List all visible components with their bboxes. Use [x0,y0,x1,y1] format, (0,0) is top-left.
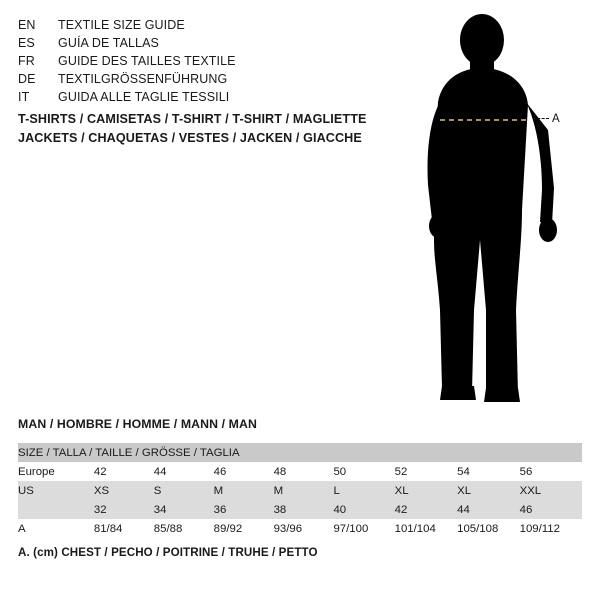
language-code: IT [18,90,30,104]
cell: S [154,481,214,500]
measure-label-a: A [552,113,561,125]
language-row [18,70,358,88]
cell: 105/108 [457,519,519,538]
footnote: A. (cm) CHEST / PECHO / POITRINE / TRUHE / PETTO [18,546,318,559]
cell: 36 [214,500,274,519]
language-row [18,88,358,106]
cell: 46 [214,462,274,481]
cell: 34 [154,500,214,519]
language-list [18,16,358,106]
cell: 54 [457,462,519,481]
language-row [18,52,358,70]
language-code: ES [18,36,35,50]
cell: XXL [520,481,582,500]
language-row [18,34,358,52]
language-title: GUIDA ALLE TAGLIE TESSILI [58,90,230,104]
category-tshirts: T-SHIRTS / CAMISETAS / T-SHIRT / T-SHIRT / MAGLIETTE [18,112,367,126]
table-row [18,462,582,481]
cell: M [214,481,274,500]
cell: 101/104 [395,519,457,538]
language-code: EN [18,18,36,32]
category-jackets: JACKETS / CHAQUETAS / VESTES / JACKEN / GIACCHE [18,131,362,145]
cell: 81/84 [94,519,154,538]
cell: 44 [154,462,214,481]
cell: 32 [94,500,154,519]
cell: 93/96 [274,519,334,538]
cell: 97/100 [333,519,394,538]
row-label: US [18,481,94,500]
size-table [18,443,582,538]
cell: L [333,481,394,500]
cell: 42 [395,500,457,519]
language-title: GUIDE DES TAILLES TEXTILE [58,54,236,68]
row-label [18,500,94,519]
cell: 89/92 [214,519,274,538]
language-row [18,16,358,34]
row-label: A [18,519,94,538]
cell: XL [457,481,519,500]
cell: 42 [94,462,154,481]
cell: 85/88 [154,519,214,538]
table-row [18,500,582,519]
cell: XL [395,481,457,500]
table-header-row [18,443,582,462]
cell: 38 [274,500,334,519]
cell: 56 [520,462,582,481]
silhouette-icon [400,10,590,410]
row-label: Europe [18,462,94,481]
cell: M [274,481,334,500]
cell: 44 [457,500,519,519]
language-code: FR [18,54,35,68]
cell: 50 [333,462,394,481]
cell: 48 [274,462,334,481]
measure-leader-line [533,118,549,119]
cell: 46 [520,500,582,519]
table-title: MAN / HOMBRE / HOMME / MANN / MAN [18,417,257,431]
cell: 40 [333,500,394,519]
category-headings [18,110,378,148]
table-row [18,481,582,500]
table-header-label: SIZE / TALLA / TAILLE / GRÖSSE / TAGLIA [18,443,582,462]
cell: XS [94,481,154,500]
male-silhouette-figure [400,10,590,410]
cell: 109/112 [520,519,582,538]
language-code: DE [18,72,36,86]
language-title: TEXTILE SIZE GUIDE [58,18,185,32]
language-title: GUÍA DE TALLAS [58,36,159,50]
table-row [18,519,582,538]
cell: 52 [395,462,457,481]
language-title: TEXTILGRÖSSENFÜHRUNG [58,72,228,86]
